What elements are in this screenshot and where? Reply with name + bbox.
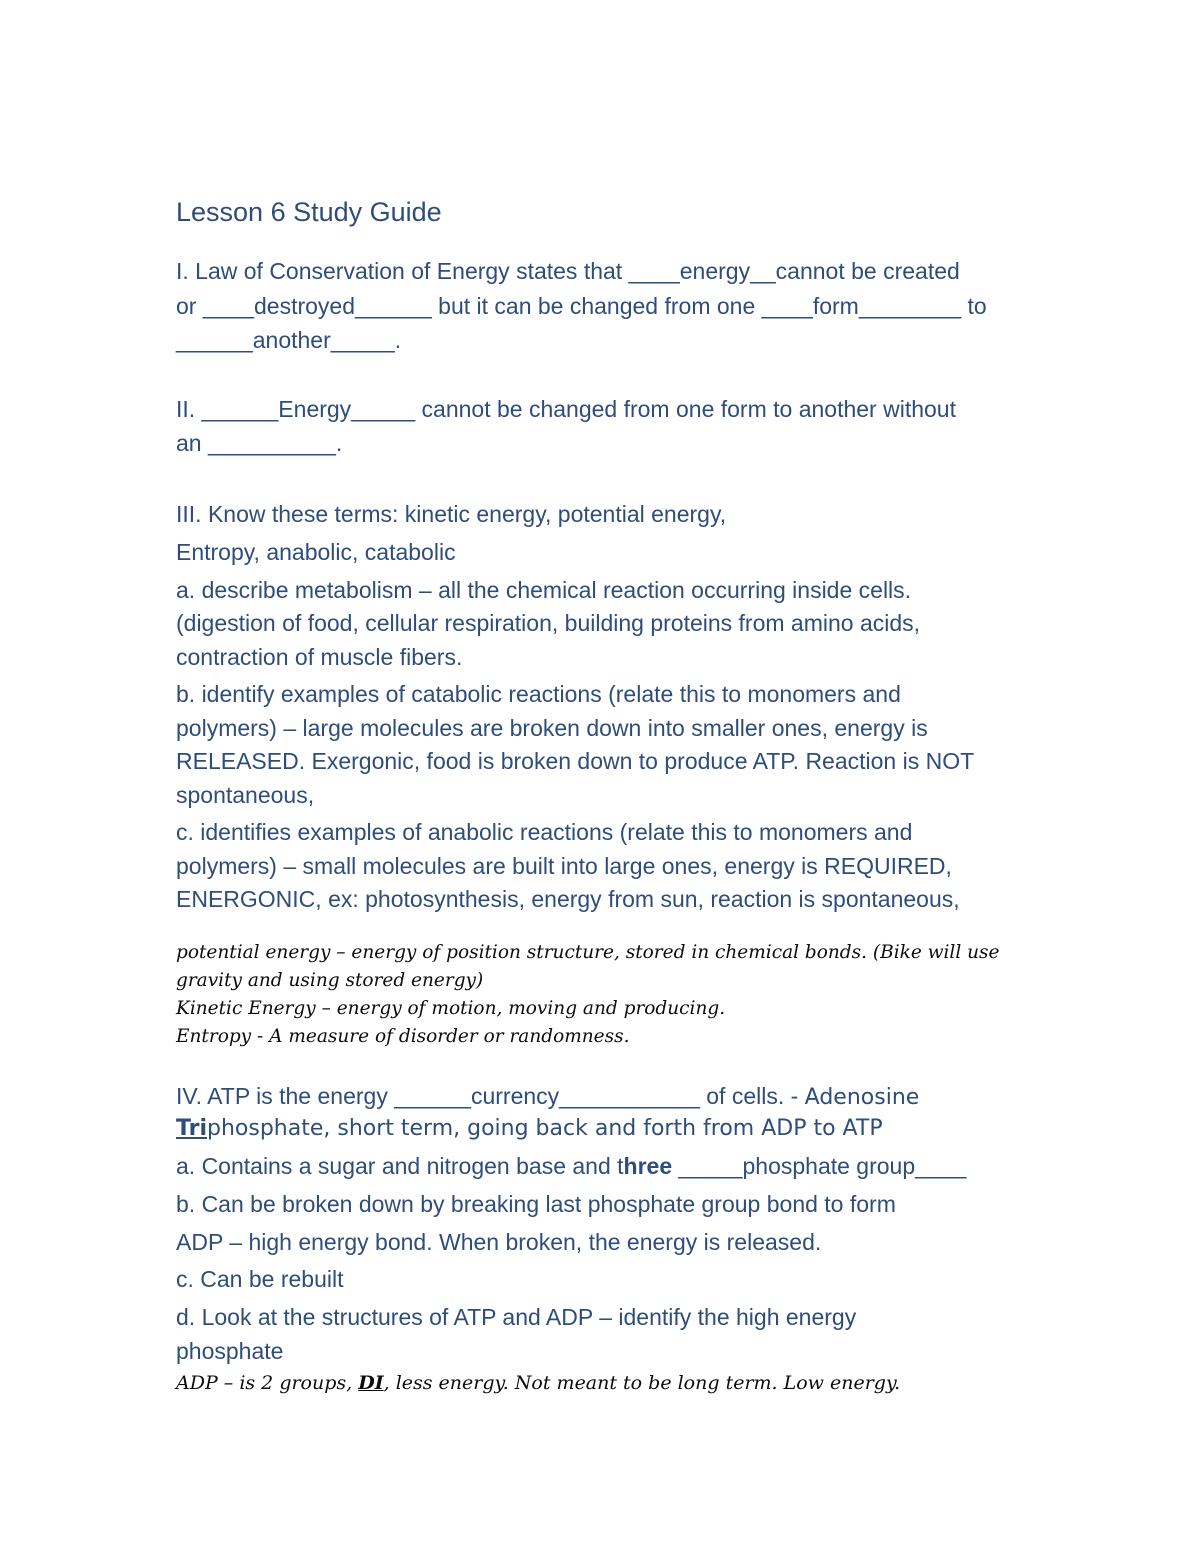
section-terms	[176, 497, 1036, 917]
atp-item-a-text: a. Contains a sugar and nitrogen base and t	[176, 1152, 624, 1179]
definition-line: potential energy – energy of position structure, stored in chemical bonds. (Bike will use	[176, 941, 1000, 963]
item-a-line: contraction of muscle fibers.	[176, 643, 463, 670]
atp-line1	[176, 1081, 1036, 1113]
spacer	[176, 917, 1036, 939]
atp-item-a-rest: _____phosphate group____	[672, 1152, 967, 1179]
section-conservation-law	[176, 254, 1036, 358]
atp-item-b-line1: b. Can be broken down by breaking last phosphate group bond to form	[176, 1191, 896, 1217]
adp-note-text: ADP – is 2 groups,	[176, 1371, 359, 1394]
definition-line: Entropy - A measure of disorder or randomness.	[176, 1025, 630, 1047]
section3-line1: III. Know these terms: kinetic energy, potential energy,	[176, 500, 727, 527]
atp-adenosine: Adenosine	[804, 1084, 920, 1110]
section-energy-change	[176, 392, 1036, 461]
item-b-line: b. identify examples of catabolic reactions (relate this to monomers and	[176, 681, 901, 707]
section2-line2: an __________.	[176, 430, 343, 456]
item-b-line: polymers) – large molecules are broken down into smaller ones, energy is	[176, 714, 928, 741]
section2-line1: II. ______Energy_____ cannot be changed from one form to another without	[176, 395, 956, 422]
atp-line2	[176, 1113, 1036, 1145]
spacer	[176, 1051, 1036, 1081]
atp-tri: Tri	[176, 1115, 207, 1141]
atp-item-d-line2: phosphate	[176, 1338, 284, 1364]
item-b-line: spontaneous,	[176, 781, 315, 808]
spacer	[176, 358, 1036, 392]
item-a-line: a. describe metabolism – all the chemical reaction occurring inside cells.	[176, 576, 912, 603]
spacer	[176, 461, 1036, 497]
item-c-anabolic	[176, 816, 1036, 917]
atp-line1-text: IV. ATP is the energy ______currency___________ of cells. -	[176, 1082, 805, 1109]
document-page	[176, 192, 1036, 1397]
definitions-block	[176, 939, 1036, 1051]
atp-item-b-line2: ADP – high energy bond. When broken, the energy is released.	[176, 1228, 822, 1255]
definition-line: Kinetic Energy – energy of motion, moving and producing.	[176, 997, 726, 1019]
atp-item-a	[176, 1149, 1036, 1184]
page-title: Lesson 6 Study Guide	[176, 197, 442, 227]
adp-note-di: DI	[358, 1371, 384, 1394]
adp-note	[176, 1369, 1036, 1397]
atp-item-a-bold: hree	[623, 1152, 673, 1179]
section1-line2: or ____destroyed______ but it can be changed from one ____form________ to	[176, 292, 987, 319]
item-c-line: polymers) – small molecules are built into large ones, energy is REQUIRED,	[176, 852, 952, 879]
item-a-line: (digestion of food, cellular respiration, building proteins from amino acids,	[176, 610, 921, 636]
atp-line2-text: phosphate, short term, going back and forth from ADP to ATP	[206, 1115, 883, 1141]
atp-item-c: c. Can be rebuilt	[176, 1266, 344, 1292]
item-c-line: ENERGONIC, ex: photosynthesis, energy from sun, reaction is spontaneous,	[176, 886, 960, 912]
section-atp	[176, 1081, 1036, 1397]
section1-line1: I. Law of Conservation of Energy states that ____energy__cannot be created	[176, 258, 960, 284]
item-b-catabolic	[176, 678, 1036, 812]
atp-item-d-line1: d. Look at the structures of ATP and ADP – identify the high energy	[176, 1303, 857, 1330]
adp-note-rest: , less energy. Not meant to be long term. Low energy.	[383, 1371, 901, 1394]
item-c-line: c. identifies examples of anabolic reactions (relate this to monomers and	[176, 819, 913, 845]
item-a-metabolism	[176, 574, 1036, 675]
item-b-line: RELEASED. Exergonic, food is broken down to produce ATP. Reaction is NOT	[176, 748, 975, 774]
definition-line: gravity and using stored energy)	[176, 969, 484, 991]
section1-line3: ______another_____.	[176, 327, 402, 353]
section3-line2: Entropy, anabolic, catabolic	[176, 539, 456, 565]
